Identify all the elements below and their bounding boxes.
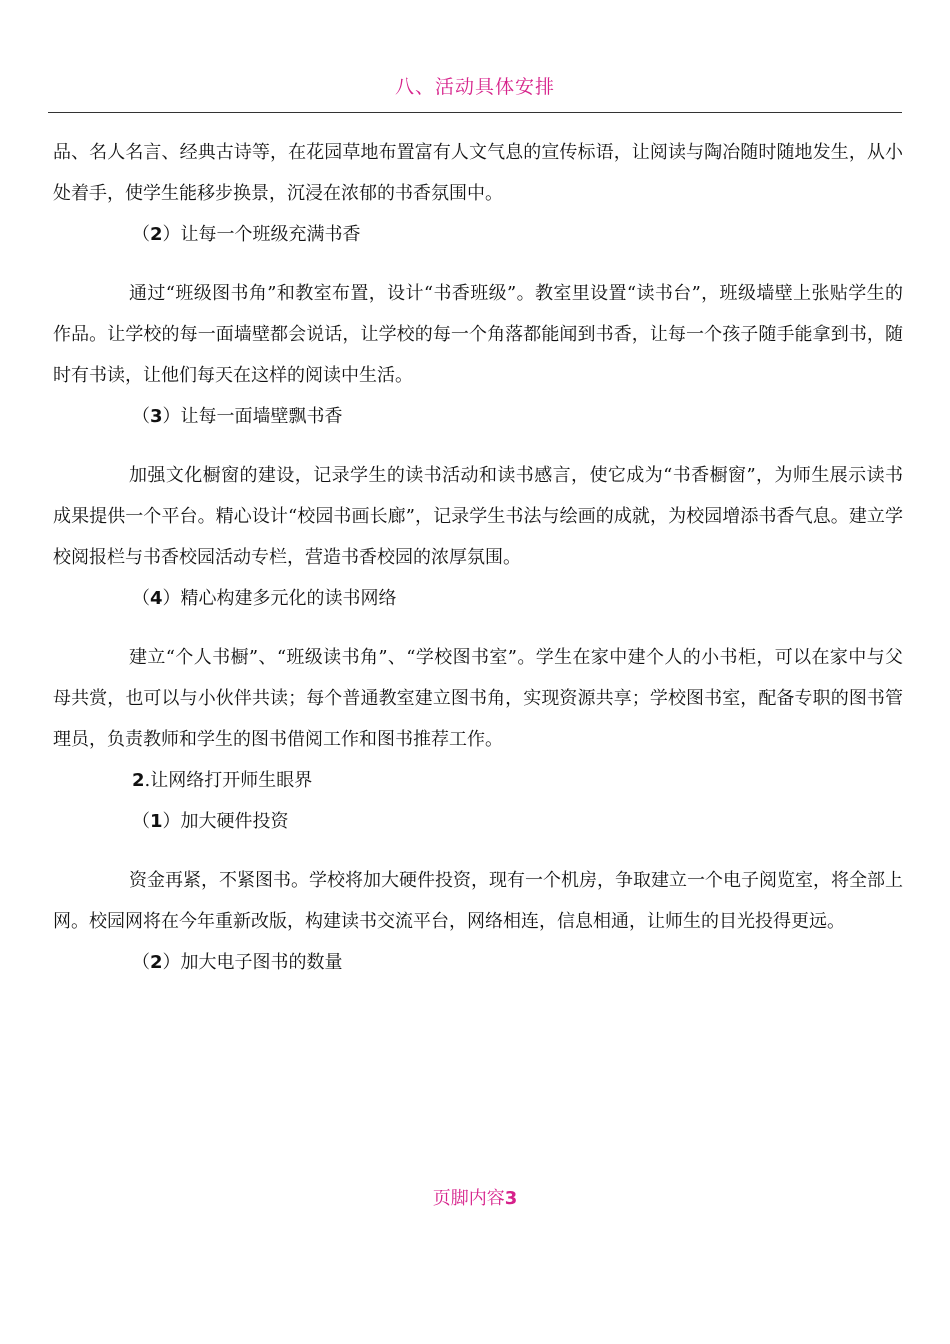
paragraph-class-reading: 通过“班级图书角”和教室布置，设计“书香班级”。教室里设置“读书台”，班级墙壁上张贴学生的作品。让学校的每一面墙壁都会说话，让学校的每一个角落都能闻到书香，让每一个孩子随手能拿到书，随时有书读，让他们每天在这样的阅读中生活。 xyxy=(53,283,903,386)
footer-label: 页脚内容 xyxy=(432,1188,505,1209)
section-heading-class-reading: （2）让每一个班级充满书香 xyxy=(132,224,361,245)
paragraph-campus-environment: 品、名人名言、经典古诗等，在花园草地布置富有人文气息的宣传标语，让阅读与陶冶随时随地发生，从小处着手，使学生能移步换景，沉浸在浓郁的书香氛围中。 xyxy=(53,142,903,204)
footer-page-number: 3 xyxy=(504,1188,518,1209)
header-divider xyxy=(48,112,902,113)
document-body xyxy=(53,132,903,983)
page-header-title: 八、活动具体安排 xyxy=(394,76,555,98)
section-heading-reading-network: （4）精心构建多元化的读书网络 xyxy=(132,588,397,609)
paragraph-hardware: 资金再紧，不紧图书。学校将加大硬件投资，现有一个机房，争取建立一个电子阅览室，将全部上网。校园网将在今年重新改版，构建读书交流平台，网络相连，信息相通，让师生的目光投得更远。 xyxy=(53,870,903,932)
section-heading-hardware: （1）加大硬件投资 xyxy=(132,811,289,832)
section-heading-wall-reading: （3）让每一面墙壁飘书香 xyxy=(132,406,343,427)
section-heading-internet: 2.让网络打开师生眼界 xyxy=(132,770,313,791)
paragraph-wall-reading: 加强文化橱窗的建设，记录学生的读书活动和读书感言，使它成为“书香橱窗”，为师生展示读书成果提供一个平台。精心设计“校园书画长廊”，记录学生书法与绘画的成就，为校园增添书香气息。建立学校阅报栏与书香校园活动专栏，营造书香校园的浓厚氛围。 xyxy=(53,465,903,568)
section-heading-ebooks: （2）加大电子图书的数量 xyxy=(132,952,343,973)
paragraph-reading-network: 建立“个人书橱”、“班级读书角”、“学校图书室”。学生在家中建个人的小书柜，可以在家中与父母共赏，也可以与小伙伴共读；每个普通教室建立图书角，实现资源共享；学校图书室，配备专职的图书管理员，负责教师和学生的图书借阅工作和图书推荐工作。 xyxy=(53,647,903,750)
page-footer xyxy=(0,1184,950,1210)
